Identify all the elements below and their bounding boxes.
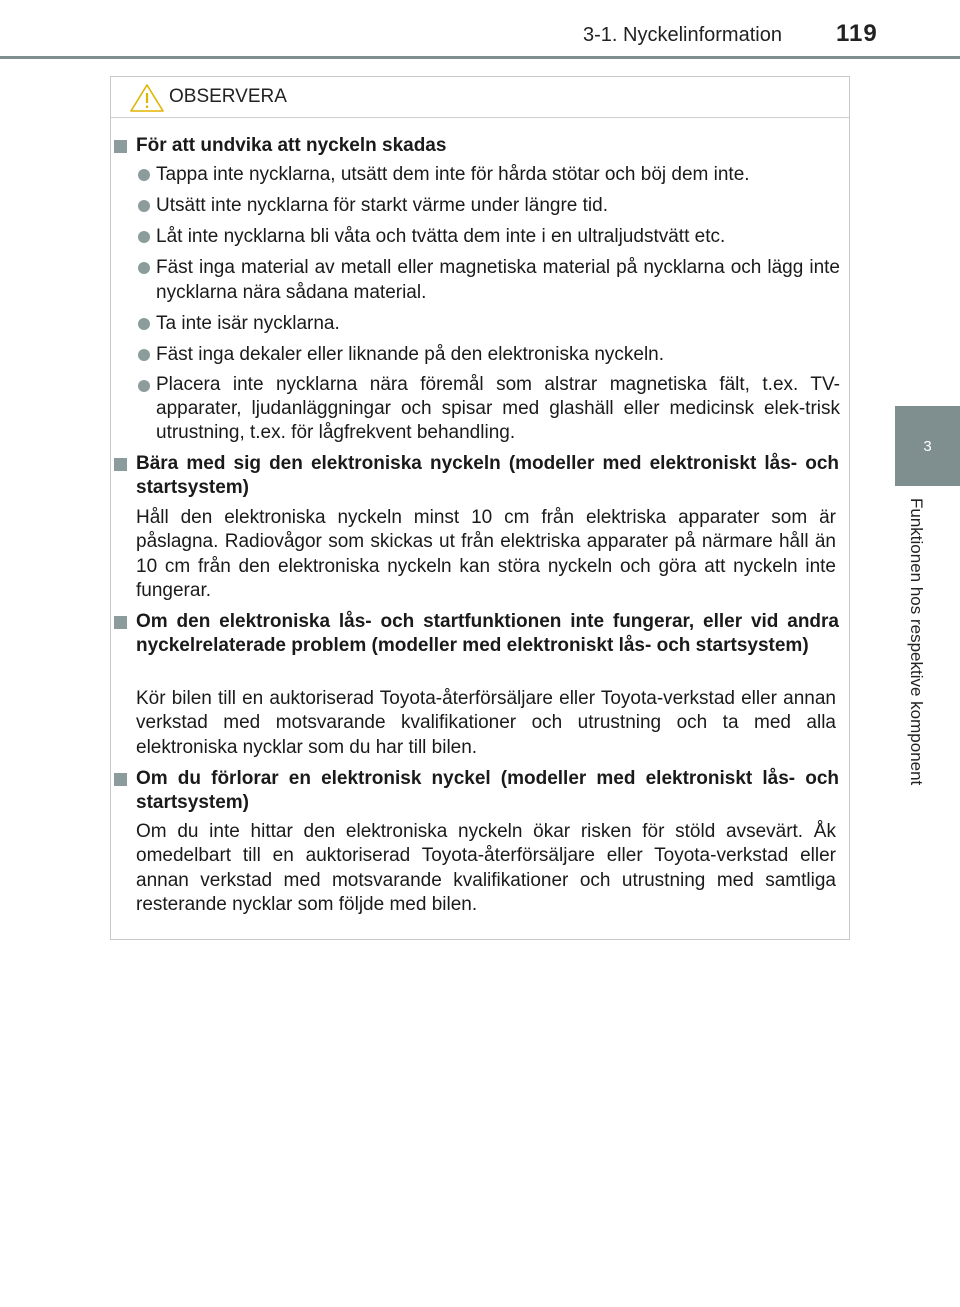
list-item-text: Ta inte isär nycklarna. [156,313,340,334]
section-heading [111,134,849,158]
page-number: 119 [836,20,878,47]
caution-header [111,77,849,118]
section-heading [111,452,849,500]
list-item [136,373,840,445]
list-item [136,224,840,249]
section-heading-text: För att undvika att nyckeln skadas [136,135,447,156]
caution-box [110,76,850,940]
list-item [136,342,840,367]
square-bullet-icon [114,773,127,786]
list-item [136,193,840,218]
list-item-text: Utsätt inte nycklarna för starkt värme under längre tid. [156,195,608,216]
warning-triangle-icon [129,83,165,113]
section-carrying-key [111,452,849,500]
list-item [136,311,840,336]
section-system-failure [111,610,849,658]
section-lost-key [111,767,849,815]
round-bullet-icon [138,200,150,212]
section-heading [111,610,849,658]
list-item-text: Tappa inte nycklarna, utsätt dem inte för hårda stötar och böj dem inte. [156,164,750,185]
chapter-title: Funktionen hos respektive komponent [907,498,926,786]
round-bullet-icon [138,169,150,181]
round-bullet-icon [138,380,150,392]
section-title: 3-1. Nyckelinformation [583,24,782,46]
list-item-text: Låt inte nycklarna bli våta och tvätta dem inte i en ultraljudstvätt etc. [156,226,726,247]
round-bullet-icon [138,262,150,274]
list-item [136,162,840,187]
section-key-damage [111,134,849,158]
square-bullet-icon [114,458,127,471]
section-heading-text: Om den elektroniska lås- och startfunktionen inte fungerar, eller vid andra nyckelrelaterade problem (modeller med elektroniskt lås- och startsystem) [136,611,839,656]
chapter-tab: 3 [895,406,960,486]
section-heading-text: Om du förlorar en elektronisk nyckel (modeller med elektroniskt lås- och startsystem) [136,768,839,813]
section-paragraph: Kör bilen till en auktoriserad Toyota-återförsäljare eller Toyota-verkstad eller annan verkstad med motsvarande kvalifikationer och utrustning och ta med alla elektroniska nycklar som du har till bilen. [136,688,836,758]
round-bullet-icon [138,231,150,243]
round-bullet-icon [138,318,150,330]
section-paragraph: Om du inte hittar den elektroniska nyckeln ökar risken för stöld avsevärt. Åk omedelbart till en auktoriserad Toyota-återförsäljare eller Toyota-verkstad eller annan verkstad med motsvarande kvalifikationer och utrustning med samtliga resterande nycklar som följde med bilen. [136,821,836,915]
list-item-text: Fäst inga dekaler eller liknande på den elektroniska nyckeln. [156,344,665,365]
section-heading [111,767,849,815]
round-bullet-icon [138,349,150,361]
list-item-text: Fäst inga material av metall eller magnetiska material på nycklarna och lägg inte nycklarna nära sådana material. [156,257,840,303]
square-bullet-icon [114,616,127,629]
section-paragraph: Håll den elektroniska nyckeln minst 10 cm från elektriska apparater som är påslagna. Radiovågor som skickas ut från elektriska apparater på närmare håll än 10 cm från den elektroniska nyckeln kan störa nyckeln och göra att nyckeln inte fungerar. [136,507,836,601]
list-item [136,255,840,305]
caution-title: OBSERVERA [169,86,287,107]
list-item-text: Placera inte nycklarna nära föremål som alstrar magnetiska fält, t.ex. TV-apparater, ljudanläggningar och spisar med glashäll eller medicinsk elek-trisk utrustning, t.ex. för lågfrekvent behandling. [156,374,840,443]
header-rule [0,56,960,59]
section-heading-text: Bära med sig den elektroniska nyckeln (modeller med elektroniskt lås- och startsystem) [136,453,839,498]
square-bullet-icon [114,140,127,153]
